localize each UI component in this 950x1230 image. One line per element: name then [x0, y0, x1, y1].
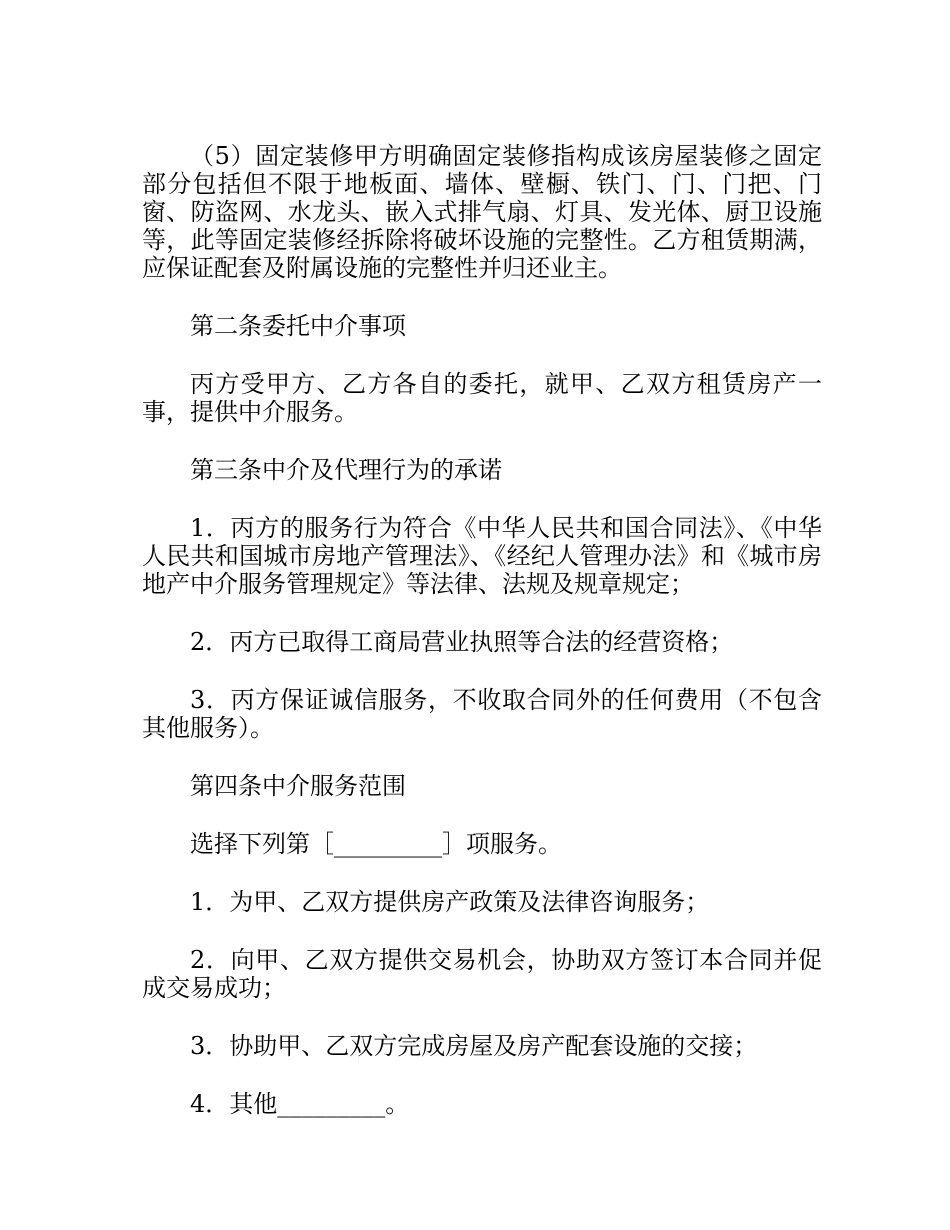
- heading-article-3: 第三条中介及代理行为的承诺: [190, 456, 502, 484]
- paragraph-service-selection: 选择下列第［_________］项服务。: [190, 830, 562, 858]
- paragraph-commitment-3: 3．丙方保证诚信服务，不收取合同外的任何费用（不包含其他服务）。: [142, 686, 822, 742]
- paragraph-service-2: 2．向甲、乙双方提供交易机会，协助双方签订本合同并促成交易成功；: [142, 946, 822, 1002]
- paragraph-entrustment: 丙方受甲方、乙方各自的委托，就甲、乙双方租赁房产一事，提供中介服务。: [142, 370, 822, 426]
- paragraph-fixed-decoration: （5）固定装修甲方明确固定装修指构成该房屋装修之固定部分包括但不限于地板面、墙体、壁橱、铁门、门、门把、门窗、防盗网、水龙头、嵌入式排气扇、灯具、发光体、厨卫设施等，此等固定装修经拆除将破坏设施的完整性。乙方租赁期满，应保证配套及附属设施的完整性并归还业主。: [142, 142, 822, 282]
- paragraph-service-4: 4．其他_________。: [190, 1090, 410, 1118]
- paragraph-service-1: 1．为甲、乙双方提供房产政策及法律咨询服务；: [190, 888, 710, 916]
- heading-article-4: 第四条中介服务范围: [190, 772, 406, 800]
- paragraph-commitment-1: 1．丙方的服务行为符合《中华人民共和国合同法》、《中华人民共和国城市房地产管理法》、《经纪人管理办法》和《城市房地产中介服务管理规定》等法律、法规及规章规定；: [142, 514, 822, 598]
- paragraph-service-3: 3．协助甲、乙双方完成房屋及房产配套设施的交接；: [190, 1032, 758, 1060]
- document-body: [142, 142, 822, 1118]
- paragraph-commitment-2: 2．丙方已取得工商局营业执照等合法的经营资格；: [190, 628, 734, 656]
- heading-article-2: 第二条委托中介事项: [190, 312, 406, 340]
